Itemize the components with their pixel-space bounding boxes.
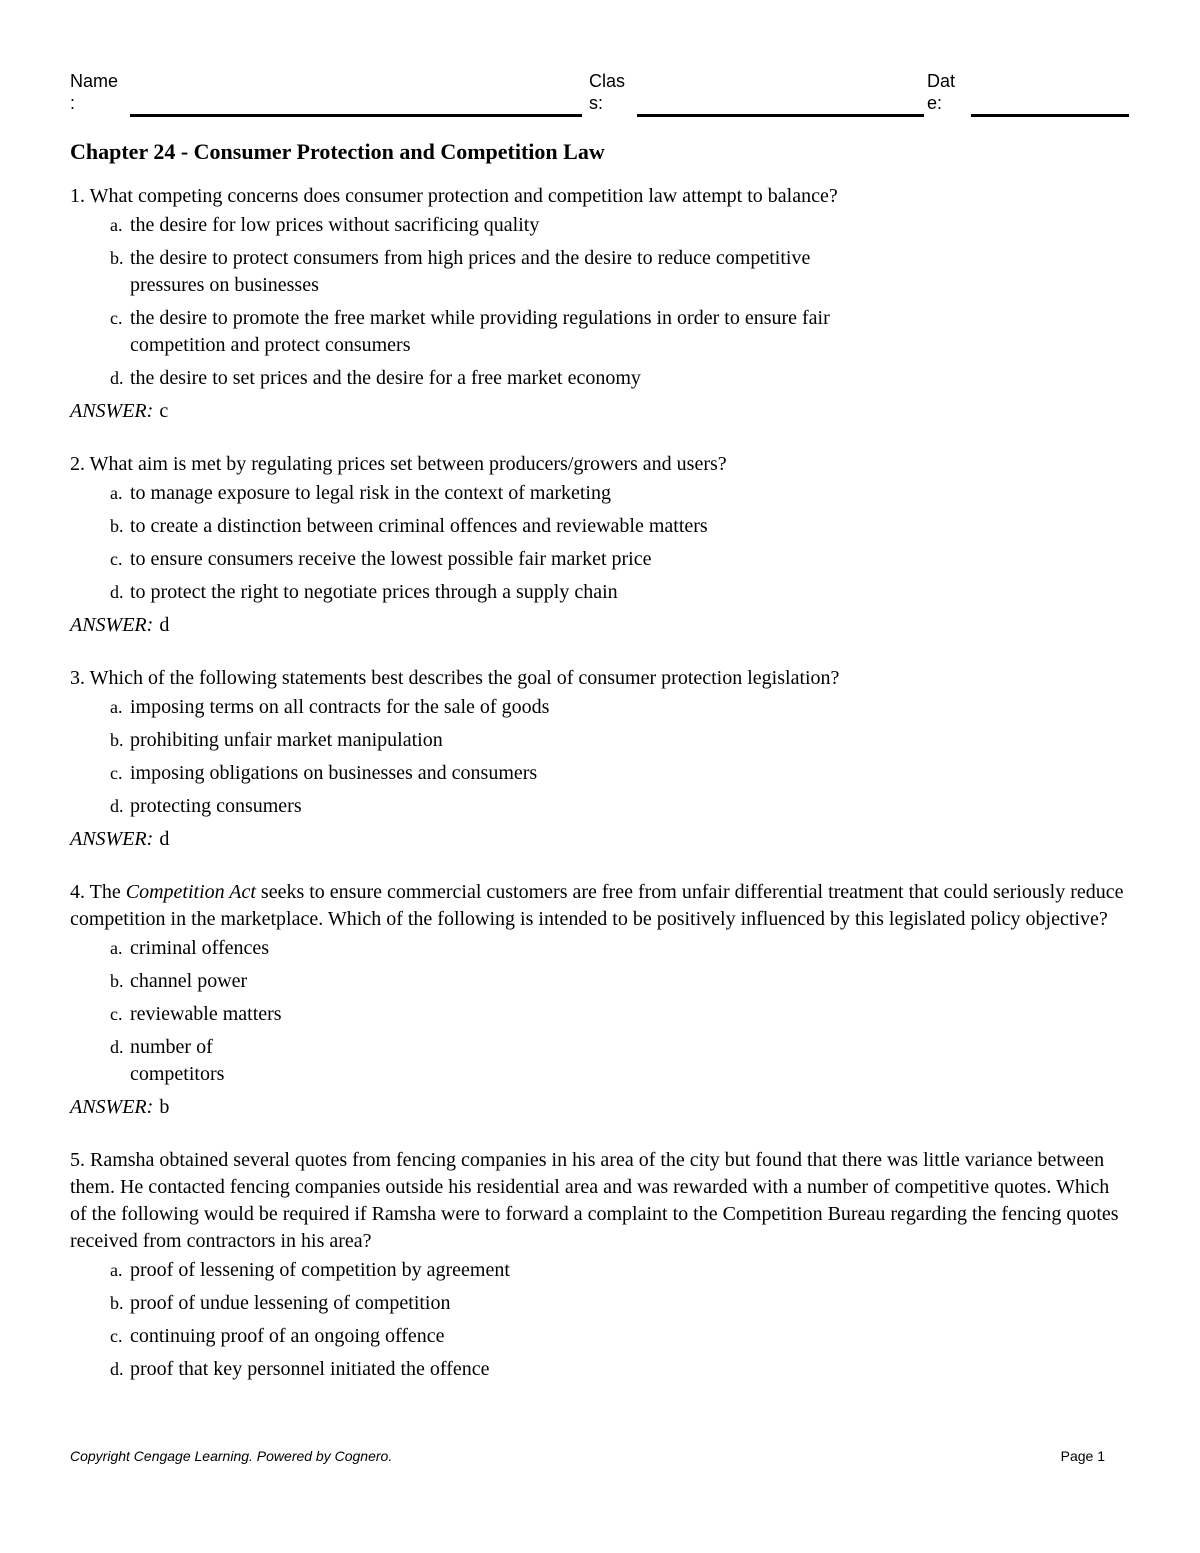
option-letter: c. [110,1004,123,1024]
option-letter: a. [110,697,123,717]
answer-label: ANSWER: [70,1096,154,1118]
option-d [70,579,1130,606]
copyright-notice: Copyright Cengage Learning. Powered by Cognero. [70,1448,393,1464]
option-a [70,1257,1130,1284]
question-stem-pre: The [89,881,121,903]
option-text: proof that key personnel initiated the offence [130,1358,490,1380]
question-number: 2. [70,453,85,475]
option-text: to protect the right to negotiate prices through a supply chain [130,581,618,603]
option-b [70,727,1130,754]
question-5 [70,1147,1130,1383]
option-b [70,513,1130,540]
option-letter: d. [110,368,124,388]
option-a [70,480,1130,507]
option-letter: b. [110,516,124,536]
question-stem: Ramsha obtained several quotes from fencing companies in his area of the city but found that there was little variance between them. He contacted fencing companies outside his residential area and was rewarded with a number of competitive quotes. Which of the following would be required if Ramsha were to forward a complaint to the Competition Bureau regarding the fencing quotes received from contractors in his area? [70,1149,1119,1252]
option-letter: c. [110,549,123,569]
question-stem: What aim is met by regulating prices set between producers/growers and users? [89,453,727,475]
option-a [70,212,1130,239]
option-text: the desire to promote the free market while providing regulations in order to ensure fair competition and protect consumers [130,307,830,356]
option-text: imposing terms on all contracts for the sale of goods [130,696,550,718]
option-letter: a. [110,938,123,958]
answer-line [70,826,1130,853]
option-text: to create a distinction between criminal offences and reviewable matters [130,515,708,537]
date-label: Dat e: [927,71,956,113]
option-text: continuing proof of an ongoing offence [130,1325,445,1347]
option-d [70,1356,1130,1383]
option-text: the desire for low prices without sacrificing quality [130,214,540,236]
answer-label: ANSWER: [70,828,154,850]
option-a [70,935,1130,962]
option-b [70,245,1130,299]
option-letter: b. [110,971,124,991]
option-text: channel power [130,970,248,992]
chapter-title: Chapter 24 - Consumer Protection and Competition Law [70,139,605,164]
option-letter: c. [110,308,123,328]
option-letter: d. [110,582,124,602]
date-underline [971,114,1129,117]
option-list [70,1257,1130,1383]
question-3 [70,665,1130,853]
question-text [70,451,1130,478]
answer-line [70,1094,1130,1121]
option-text: prohibiting unfair market manipulation [130,729,443,751]
option-letter: d. [110,796,124,816]
option-text: imposing obligations on businesses and consumers [130,762,538,784]
answer-value: d [159,614,170,636]
option-d [70,365,1130,392]
question-4 [70,879,1130,1121]
option-c [70,546,1130,573]
option-letter: b. [110,1293,124,1313]
answer-label: ANSWER: [70,400,154,422]
option-letter: d. [110,1359,124,1379]
option-text: number of competitors [130,1036,225,1085]
option-letter: c. [110,1326,123,1346]
answer-value: c [159,400,169,422]
question-list [70,183,1130,1409]
option-d [70,793,1130,820]
option-d [70,1034,1130,1088]
option-text: criminal offences [130,937,270,959]
option-letter: b. [110,248,124,268]
question-text [70,665,1130,692]
question-number: 4. [70,881,85,903]
answer-value: d [159,828,170,850]
question-number: 1. [70,185,85,207]
answer-line [70,398,1130,425]
question-2 [70,451,1130,639]
answer-label: ANSWER: [70,614,154,636]
option-text: the desire to set prices and the desire for a free market economy [130,367,641,389]
question-number: 5. [70,1149,85,1171]
question-stem-post: seeks to ensure commercial customers are free from unfair differential treatment that could seriously reduce competition in the marketplace. Which of the following is intended to be positively influenced by this legislated policy objective? [70,881,1124,930]
option-list [70,935,1130,1088]
option-letter: c. [110,763,123,783]
option-c [70,305,1130,359]
option-letter: a. [110,215,123,235]
question-text [70,879,1130,933]
question-stem: What competing concerns does consumer protection and competition law attempt to balance? [89,185,838,207]
option-list [70,212,1130,392]
class-label: Clas s: [589,71,626,113]
option-b [70,968,1130,995]
question-stem: Which of the following statements best describes the goal of consumer protection legislation? [89,667,840,689]
question-1 [70,183,1130,425]
question-number: 3. [70,667,85,689]
option-list [70,480,1130,606]
option-b [70,1290,1130,1317]
class-underline [637,114,924,117]
answer-line [70,612,1130,639]
option-letter: a. [110,483,123,503]
page-number: Page 1 [1060,1448,1105,1464]
option-list [70,694,1130,820]
option-letter: b. [110,730,124,750]
option-c [70,1323,1130,1350]
option-letter: d. [110,1037,124,1057]
name-label: Name : [70,71,119,113]
name-underline [130,114,582,117]
option-text: proof of lessening of competition by agreement [130,1259,510,1281]
option-text: reviewable matters [130,1003,282,1025]
option-a [70,694,1130,721]
option-letter: a. [110,1260,123,1280]
option-text: protecting consumers [130,795,302,817]
act-name: Competition Act [125,881,256,903]
option-text: the desire to protect consumers from high prices and the desire to reduce competitive pressures on businesses [130,247,811,296]
option-text: proof of undue lessening of competition [130,1292,451,1314]
option-c [70,1001,1130,1028]
answer-value: b [159,1096,170,1118]
option-c [70,760,1130,787]
question-text [70,183,1130,210]
option-text: to manage exposure to legal risk in the context of marketing [130,482,611,504]
question-text [70,1147,1130,1255]
option-text: to ensure consumers receive the lowest possible fair market price [130,548,652,570]
